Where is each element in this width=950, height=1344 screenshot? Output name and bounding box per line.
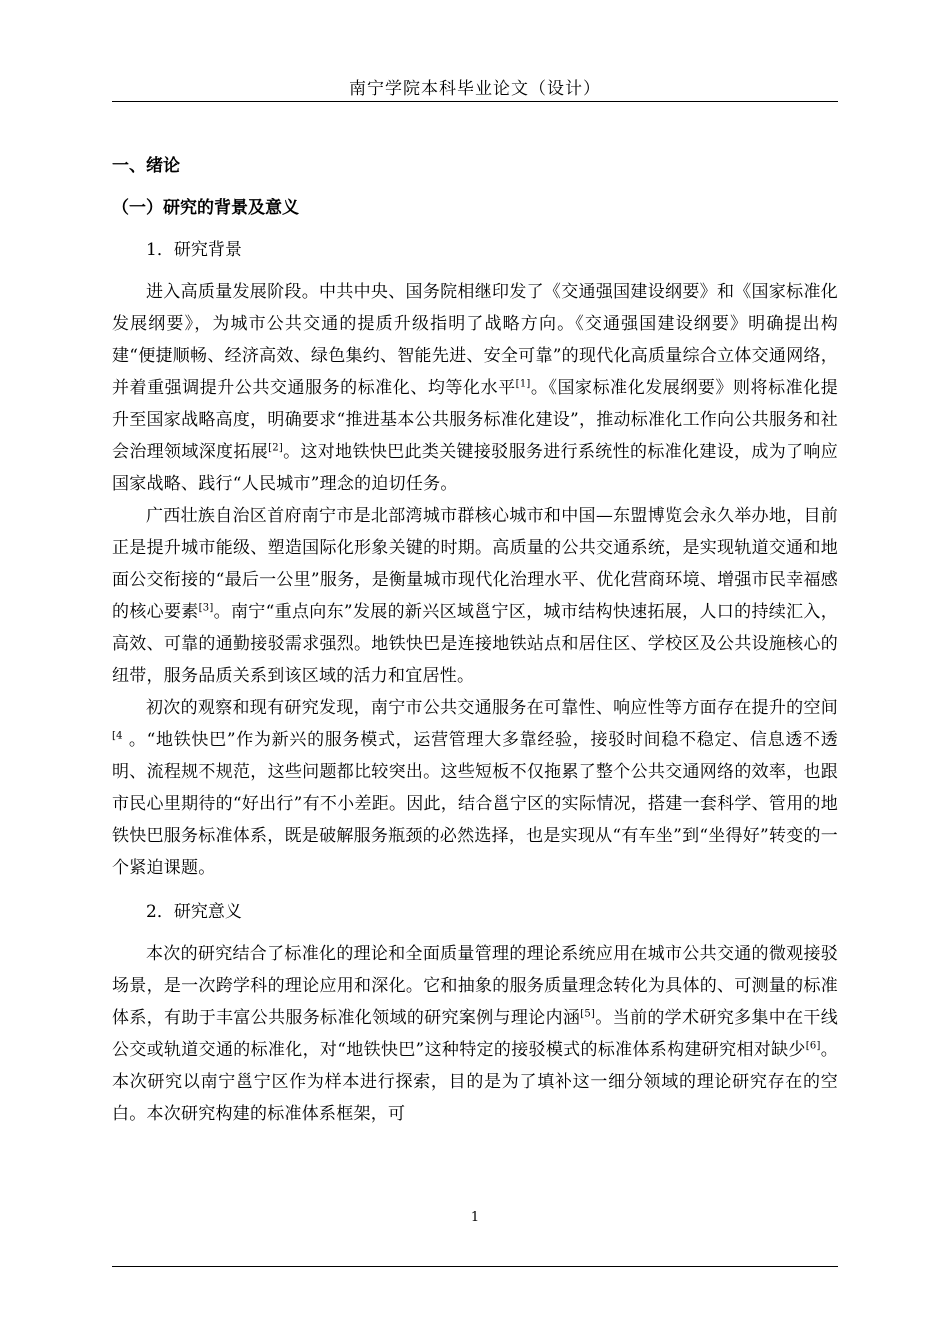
paragraph-3 (112, 692, 838, 884)
paragraph-text: 。南宁“重点向东”发展的新兴区域邕宁区，城市结构快速拓展，人口的持续汇入，高效、可靠的通勤接驳需求强烈。地铁快巴是连接地铁站点和居住区、学校区及公共设施核心的纽带，服务品质关系到该区域的活力和宜居性。 (112, 602, 839, 686)
paragraph-4 (112, 938, 838, 1130)
paragraph-text: 进入高质量发展阶段。中共中央、国务院相继印发了《交通强国建设纲要》和《国家标准化发展纲要》，为城市公共交通的提质升级指明了战略方向。《交通强国建设纲要》明确提出构建“便捷顺畅、经济高效、绿色集约、智能先进、安全可靠”的现代化高质量综合立体交通网络，并着重强调提升公共交通服务的标准化、均等化水平 (112, 282, 838, 398)
page-number: 1 (470, 1210, 480, 1225)
subsubsection-heading-significance: 2．研究意义 (146, 902, 242, 922)
paragraph-text: 。本次研究以南宁邕宁区作为样本进行探索，目的是为了填补这一细分领域的理论研究存在的空白。本次研究构建的标准体系框架，可 (112, 1040, 838, 1124)
subsubsection-heading-background: 1．研究背景 (146, 240, 242, 260)
citation-ref: [3] (198, 602, 214, 614)
paragraph-text: 广西壮族自治区首府南宁市是北部湾城市群核心城市和中国—东盟博览会永久举办地，目前正是提升城市能级、塑造国际化形象关键的时期。高质量的公共交通系统，是实现轨道交通和地面公交衔接的“最后一公里”服务，是衡量城市现代化治理水平、优化营商环境、增强市民幸福感的核心要素 (112, 506, 838, 622)
paragraph-text: 。当前的学术研究多集中在干线公交或轨道交通的标准化，对“地铁快巴”这种特定的接驳模式的标准体系构建研究相对缺少 (112, 1008, 839, 1060)
citation-ref: [6] (805, 1040, 821, 1052)
paragraph-text: 本次的研究结合了标准化的理论和全面质量管理的理论系统应用在城市公共交通的微观接驳场景，是一次跨学科的理论应用和深化。它和抽象的服务质量理念转化为具体的、可测量的标准体系，有助于丰富公共服务标准化领域的研究案例与理论内涵 (112, 944, 838, 1028)
paragraph-text: 。“地铁快巴”作为新兴的服务模式，运营管理大多靠经验，接驳时间稳不稳定、信息透不透明、流程规不规范，这些问题都比较突出。这些短板不仅拖累了整个公共交通网络的效率，也跟市民心里期待的“好出行”有不小差距。因此，结合邕宁区的实际情况，搭建一套科学、管用的地铁快巴服务标准体系，既是破解服务瓶颈的必然选择，也是实现从“有车坐”到“坐得好”转变的一个紧迫课题。 (112, 730, 838, 878)
subsection-heading: （一）研究的背景及意义 (112, 198, 299, 218)
document-body (112, 148, 838, 1130)
header-rule (112, 101, 838, 102)
citation-ref: [1] (515, 378, 531, 390)
footer-rule (112, 1266, 838, 1267)
paragraph-text: 。这对地铁快巴此类关键接驳服务进行系统性的标准化建设，成为了响应国家战略、践行“人民城市”理念的迫切任务。 (112, 442, 839, 494)
paragraph-1 (112, 276, 838, 500)
citation-ref: [4 (112, 730, 123, 742)
citation-ref: [5] (580, 1008, 596, 1020)
section-heading: 一、绪论 (112, 156, 180, 176)
paragraph-text: 。《国家标准化发展纲要》则将标准化提升至国家战略高度，明确要求“推进基本公共服务标准化建设”，推动标准化工作向公共服务和社会治理领域深度拓展 (112, 378, 839, 462)
citation-ref: [2] (268, 442, 284, 454)
running-header: 南宁学院本科毕业论文（设计） (349, 79, 601, 99)
paragraph-2 (112, 500, 838, 692)
paragraph-text: 初次的观察和现有研究发现，南宁市公共交通服务在可靠性、响应性等方面存在提升的空间 (146, 698, 838, 718)
